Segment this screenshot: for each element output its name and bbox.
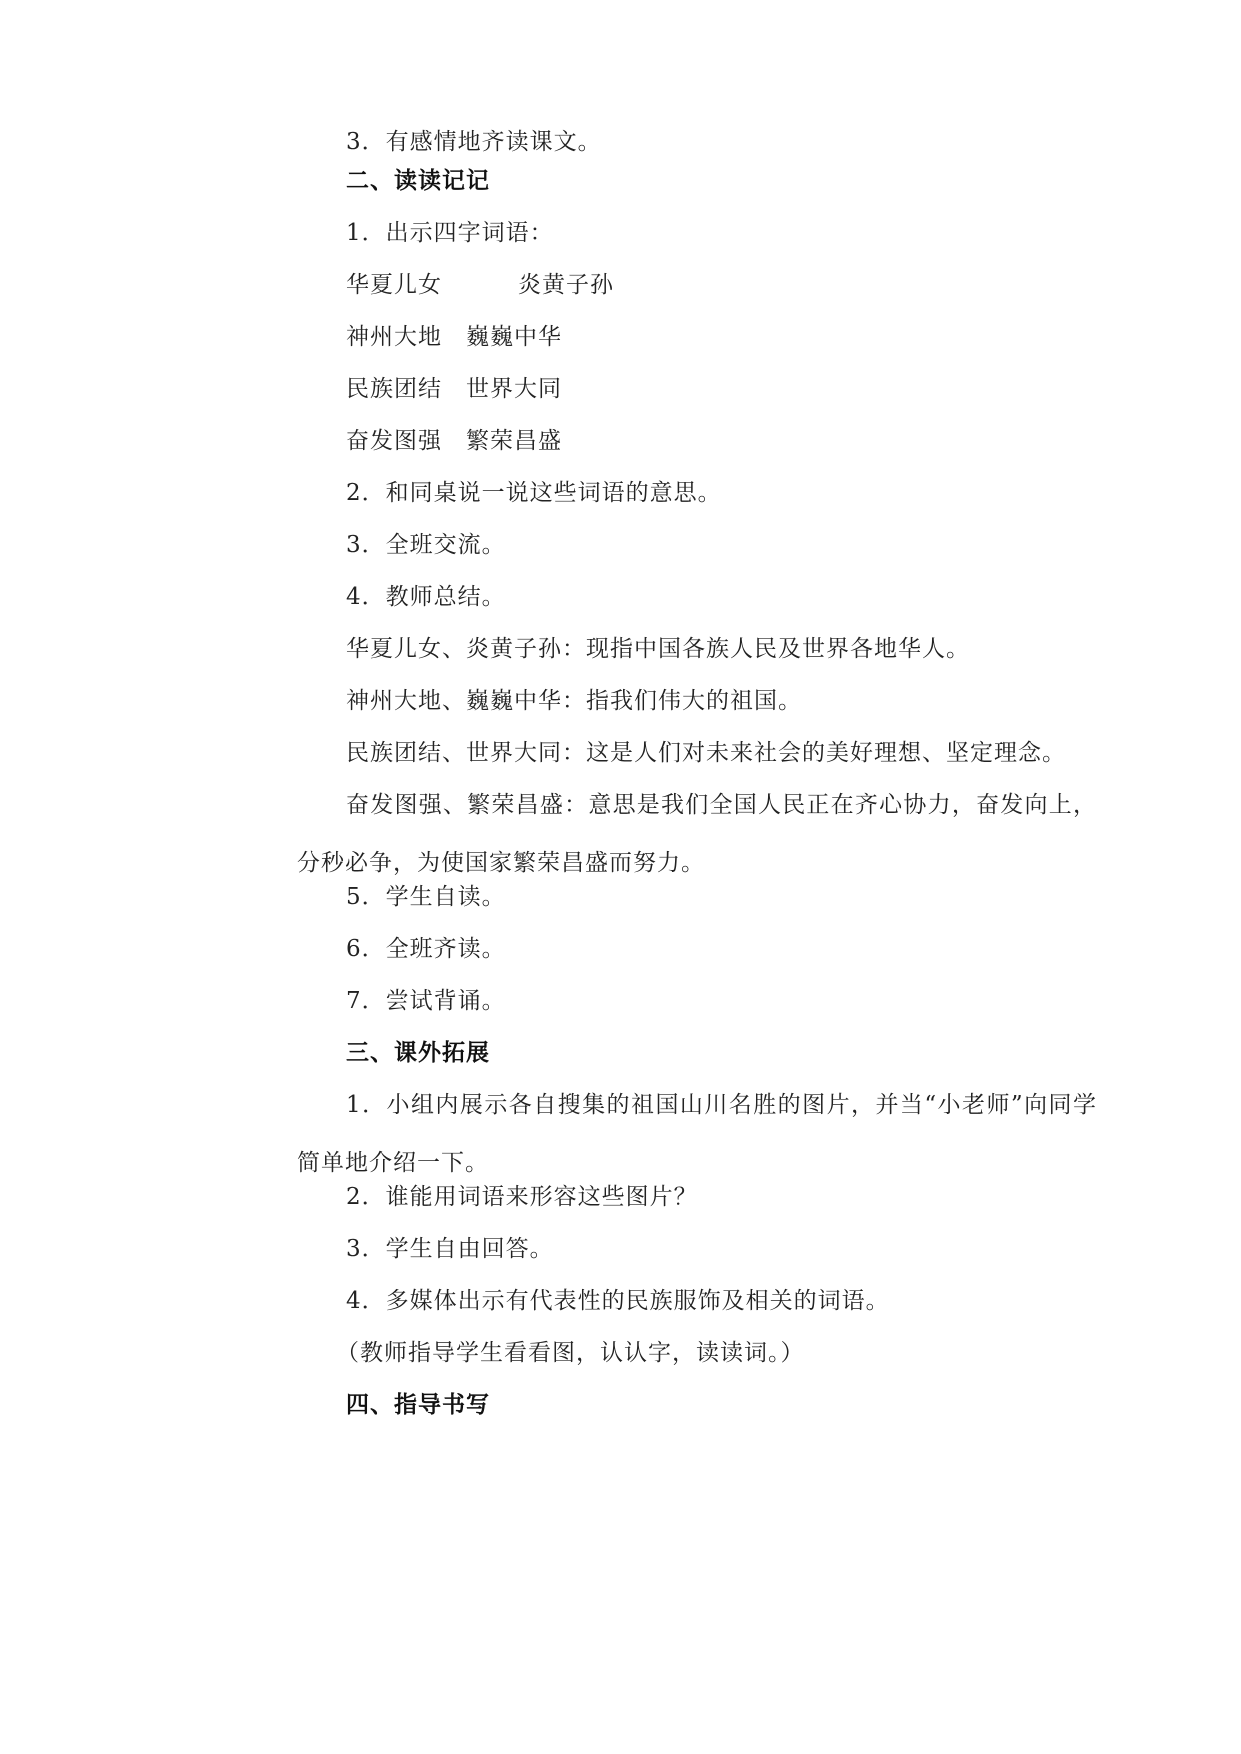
word-pair-row: 民族团结 世界大同 xyxy=(346,376,562,402)
step-discuss: 2．和同桌说一说这些词语的意思。 xyxy=(346,480,722,506)
word-pair-row xyxy=(346,270,614,300)
definition-line: 华夏儿女、炎黄子孙：现指中国各族人民及世界各地华人。 xyxy=(346,636,970,662)
step-self-read: 5．学生自读。 xyxy=(346,884,506,910)
section-heading-extension: 三、课外拓展 xyxy=(346,1040,490,1066)
step-teacher-summary: 4．教师总结。 xyxy=(346,584,506,610)
definition-paragraph: 奋发图强、繁荣昌盛：意思是我们全国人民正在齐心协力，奋发向上，分秒必争，为使国家繁荣昌盛而努力。 xyxy=(297,792,1097,876)
section-heading-writing: 四、指导书写 xyxy=(346,1392,490,1418)
step-read-aloud: 3．有感情地齐读课文。 xyxy=(346,129,602,155)
word-pair-row: 奋发图强 繁荣昌盛 xyxy=(346,428,562,454)
step-class-exchange: 3．全班交流。 xyxy=(346,532,506,558)
section-heading-read-remember: 二、读读记记 xyxy=(346,168,490,194)
step-free-answer: 3．学生自由回答。 xyxy=(346,1236,554,1262)
word-right: 炎黄子孙 xyxy=(518,272,614,298)
word-pair-row: 神州大地 巍巍中华 xyxy=(346,324,562,350)
definition-line: 民族团结、世界大同：这是人们对未来社会的美好理想、坚定理念。 xyxy=(346,740,1066,766)
extension-paragraph: 1．小组内展示各自搜集的祖国山川名胜的图片，并当“小老师”向同学简单地介绍一下。 xyxy=(297,1092,1097,1176)
teacher-guidance-note: （教师指导学生看看图，认认字，读读词。） xyxy=(336,1340,805,1366)
step-recite: 7．尝试背诵。 xyxy=(346,988,506,1014)
step-show-words: 1．出示四字词语： xyxy=(346,220,554,246)
definition-line: 神州大地、巍巍中华：指我们伟大的祖国。 xyxy=(346,688,802,714)
step-multimedia: 4．多媒体出示有代表性的民族服饰及相关的词语。 xyxy=(346,1288,890,1314)
word-left: 华夏儿女 xyxy=(346,272,442,298)
step-describe-pictures: 2．谁能用词语来形容这些图片？ xyxy=(346,1184,698,1210)
step-class-read: 6．全班齐读。 xyxy=(346,936,506,962)
